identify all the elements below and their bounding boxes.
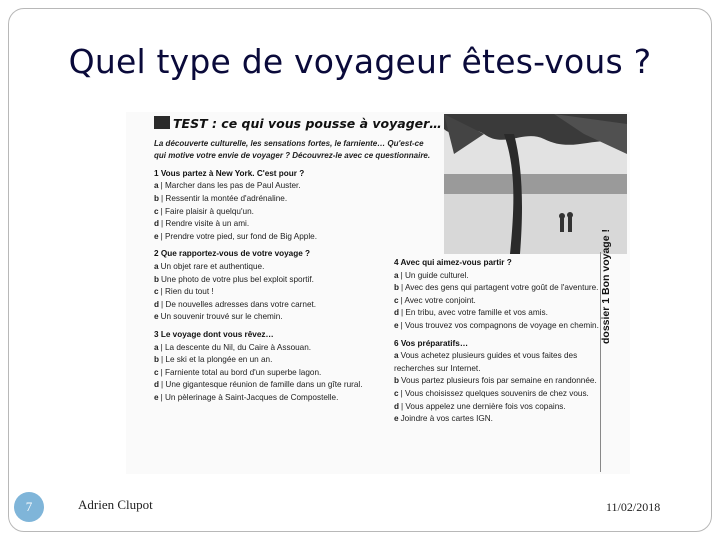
- q1-option: [154, 218, 444, 231]
- option-letter: c: [154, 287, 159, 297]
- q4-option: [394, 307, 606, 320]
- q1-option: [154, 193, 444, 206]
- option-letter: c: [154, 367, 159, 377]
- question-4-title: 4 Avec qui aimez-vous partir ?: [394, 258, 512, 267]
- option-letter: a: [154, 181, 159, 191]
- option-text: | Avec votre conjoint.: [400, 295, 476, 305]
- slide-number-badge: 7: [14, 492, 44, 522]
- option-letter: a: [154, 261, 159, 271]
- option-text: | Un guide culturel.: [400, 270, 469, 280]
- q3-option: [154, 379, 384, 392]
- option-text: | Vous trouvez vos compagnons de voyage en chemin.: [400, 320, 599, 330]
- question-3-title: 3 Le voyage dont vous rêvez…: [154, 329, 274, 339]
- option-letter: a: [394, 270, 399, 280]
- q4-option: [394, 320, 606, 333]
- footer-author: Adrien Clupot: [78, 497, 153, 512]
- option-letter: c: [394, 388, 399, 398]
- test-heading: [154, 116, 444, 132]
- q6-option: [394, 375, 606, 388]
- option-text: | Ressentir la montée d'adrénaline.: [161, 194, 288, 203]
- q4-option: [394, 270, 606, 283]
- option-text: Un objet rare et authentique.: [160, 261, 265, 271]
- question-2-title: 2 Que rapportez-vous de votre voyage ?: [154, 249, 311, 259]
- question-6-title: 6 Vos préparatifs…: [394, 338, 469, 348]
- test-heading-text: TEST : ce qui vous pousse à voyager…: [173, 116, 442, 131]
- q6-option: [394, 401, 606, 414]
- option-text: | Farniente total au bord d'un superbe lagon.: [160, 367, 322, 377]
- option-text: | Vous appelez une dernière fois vos copains.: [401, 401, 566, 411]
- option-text: Joindre à vos cartes IGN.: [400, 414, 493, 424]
- right-column: [394, 252, 606, 426]
- option-letter: a: [154, 342, 159, 352]
- option-text: | Faire plaisir à quelqu'un.: [160, 206, 254, 216]
- option-letter: d: [394, 401, 400, 411]
- option-text: | Rien du tout !: [160, 287, 214, 297]
- option-letter: e: [394, 414, 399, 424]
- q1-option: [154, 180, 444, 193]
- option-letter: b: [154, 355, 160, 365]
- option-letter: d: [154, 380, 160, 390]
- slide-title: Quel type de voyageur êtes-vous ?: [68, 42, 652, 81]
- q4-option: [394, 282, 606, 295]
- scanned-magazine-page: [126, 112, 630, 474]
- q6-option: [394, 388, 606, 401]
- option-letter: a: [394, 351, 399, 361]
- option-text: | Avec des gens qui partagent votre goût de l'aventure.: [401, 283, 599, 293]
- option-letter: e: [154, 231, 159, 241]
- option-letter: c: [394, 295, 399, 305]
- option-text: | Un pèlerinage à Saint-Jacques de Compostelle.: [160, 392, 339, 402]
- option-letter: e: [154, 392, 159, 402]
- dossier-side-label: dossier 1 Bon voyage !: [600, 229, 612, 344]
- q6-option: [394, 413, 606, 426]
- test-intro: La découverte culturelle, les sensations fortes, le farniente… Qu'est-ce qui motive votre envie de voyager ? Découvrez-le avec ce questionnaire.: [154, 139, 431, 161]
- option-letter: e: [154, 312, 159, 322]
- q4-option: [394, 295, 606, 308]
- option-letter: e: [394, 320, 399, 330]
- option-text: | Le ski et la plongée en un an.: [161, 355, 273, 365]
- question-1-title: 1 Vous partez à New York. C'est pour ?: [154, 168, 305, 178]
- option-letter: b: [394, 283, 400, 293]
- option-letter: b: [154, 274, 160, 284]
- option-text: | Marcher dans les pas de Paul Auster.: [160, 181, 301, 191]
- option-letter: b: [154, 194, 160, 203]
- option-text: Un souvenir trouvé sur le chemin.: [160, 312, 283, 322]
- option-text: | En tribu, avec votre famille et vos amis.: [401, 308, 548, 318]
- q1-option: [154, 231, 444, 244]
- option-text: | Rendre visite à un ami.: [161, 219, 250, 229]
- footer-date: 11/02/2018: [606, 500, 661, 514]
- option-text: Vous partez plusieurs fois par semaine en randonnée.: [401, 376, 597, 386]
- q1-option: [154, 206, 444, 219]
- option-text: | Une gigantesque réunion de famille dans un gîte rural.: [161, 380, 363, 390]
- option-text: Vous achetez plusieurs guides et vous faites des recherches sur Internet.: [394, 351, 578, 373]
- option-text: Une photo de votre plus bel exploit sportif.: [161, 274, 314, 284]
- option-letter: b: [394, 376, 400, 386]
- bullet-square-icon: [154, 116, 170, 129]
- option-text: | La descente du Nil, du Caire à Assouan.: [160, 342, 312, 352]
- option-text: | Prendre votre pied, sur fond de Big Apple.: [160, 231, 317, 241]
- q6-option: [394, 350, 606, 375]
- option-letter: c: [154, 206, 159, 216]
- option-letter: d: [154, 299, 160, 309]
- option-text: | De nouvelles adresses dans votre carnet.: [161, 299, 317, 309]
- option-letter: d: [394, 308, 400, 318]
- option-letter: d: [154, 219, 160, 229]
- option-text: | Vous choisissez quelques souvenirs de chez vous.: [400, 388, 589, 398]
